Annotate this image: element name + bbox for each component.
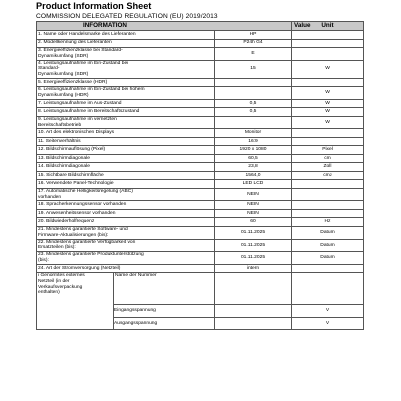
table-row [37, 129, 364, 138]
row-value: Monitor [215, 129, 292, 138]
row-value: NEIN [215, 209, 292, 218]
row-label: 20. Bildwiederholfrequenz [37, 218, 215, 227]
row-label: 24. Art der Stromversorgung (Netzteil) [37, 264, 215, 273]
row-value: E [215, 48, 292, 61]
row-unit [292, 180, 364, 189]
row-value: 01.11.2025 [215, 239, 292, 252]
table-row [37, 48, 364, 61]
row-value: 23,8 [215, 163, 292, 172]
row-value: 01.11.2025 [215, 252, 292, 265]
table-row [37, 226, 364, 239]
row-unit-text: W [325, 119, 330, 125]
table-row [37, 163, 364, 172]
row-value: NEIN [215, 201, 292, 210]
row-label: 2. Modellkennung des Lieferanten [37, 39, 215, 48]
row-unit-text: Pixel [322, 147, 333, 153]
row-unit [292, 31, 364, 40]
row-label: 15. Sichtbare Bildschirmfläche [37, 171, 215, 180]
row-value: 16:9 [215, 137, 292, 146]
row-unit-text: W [325, 66, 330, 72]
table-row [37, 116, 364, 129]
row-label: 5. Energieeffizienzklasse (HDR) [37, 78, 215, 87]
row-label: 6. Leistungsaufnahme im Ein-Zustand bei hohem Dynamikumfang (HDR) [37, 87, 215, 100]
row-label: 4. Leistungsaufnahme im Ein-Zustand bei Standard- Dynamikumfang (SDR) [37, 60, 215, 78]
row-label: 21. Mindestens garantierte Software- und Firmware-Aktualisierungen (bis): [37, 226, 215, 239]
table-row [37, 31, 364, 40]
psu-name-unit [292, 273, 364, 305]
row-value: 1564,0 [215, 171, 292, 180]
row-label: 16. Verwendete Panel-Technologie [37, 180, 215, 189]
row-unit-superscript: 2 [329, 172, 332, 177]
page-title: Product Information Sheet [36, 1, 152, 11]
table-row [37, 108, 364, 117]
row-label: 13. Bildschirmdiagonale [37, 154, 215, 163]
row-unit [292, 108, 364, 117]
row-unit [292, 154, 364, 163]
table-row [37, 171, 364, 180]
psu-label: i Genormtes externes Netzteil (in der Verkaufsverpackung enthalten) [37, 273, 114, 329]
row-unit [292, 146, 364, 155]
table-row [37, 209, 364, 218]
row-label: 9. Leistungsaufnahme im vernetzten Bereitschaftsbetrieb [37, 116, 215, 129]
row-label: 17. Automatische Helligkeitsregelung (ABC) vorhanden [37, 188, 215, 201]
row-label: 23. Mindestens garantierte Produktunterstützung (bis): [37, 252, 215, 265]
row-unit-text: Datum [320, 242, 335, 248]
row-label: 19. Anwesenheitssensor vorhanden [37, 209, 215, 218]
table-row [37, 188, 364, 201]
row-unit [292, 116, 364, 129]
row-unit-text: W [325, 90, 330, 96]
row-unit [292, 129, 364, 138]
row-unit [292, 188, 364, 201]
regulation-subtitle: COMMISSION DELEGATED REGULATION (EU) 2019/2013 [36, 13, 218, 20]
row-label: 22. Mindestens garantierte Verfügbarkeit von Ersatzteilen (bis): [37, 239, 215, 252]
row-value: 01.11.2025 [215, 226, 292, 239]
information-table [36, 21, 364, 330]
psu-sub-value [215, 305, 292, 318]
row-unit [292, 87, 364, 100]
psu-row [37, 273, 364, 305]
product-information-sheet [36, 0, 363, 330]
table-row [37, 99, 364, 108]
row-label: 7. Leistungsaufnahme im Aus-Zustand [37, 99, 215, 108]
row-unit [292, 137, 364, 146]
row-unit [292, 201, 364, 210]
table-row [37, 60, 364, 78]
psu-sub-unit: V [292, 305, 364, 318]
row-label: 3. Energieeffizienzklasse bei Standard- Dynamikumfang (SDR) [37, 48, 215, 61]
row-unit-text: Datum [320, 229, 335, 235]
row-value: intern [215, 264, 292, 273]
row-unit-text: cm [323, 172, 330, 178]
row-unit-text: Datum [320, 255, 335, 261]
row-label: 1. Name oder Handelsmarke des Lieferanten [37, 31, 215, 40]
row-unit [292, 264, 364, 273]
row-label: 18. Spracherkennungssensor vorhanden [37, 201, 215, 210]
psu-cell [37, 273, 215, 330]
psu-sub-labels [113, 304, 214, 330]
header-information-label: INFORMATION [83, 22, 127, 29]
table-row [37, 39, 364, 48]
row-unit-text: Zoll [323, 164, 332, 170]
row-label: 12. Bildschirmauflösung (Pixel) [37, 146, 215, 155]
header-unit: Unit [292, 22, 364, 31]
table-row [37, 252, 364, 265]
table-row [37, 154, 364, 163]
row-label: 10. Art des elektronischen Displays [37, 129, 215, 138]
table-row [37, 218, 364, 227]
row-value: P24h G4 [215, 39, 292, 48]
row-value: LED LCD [215, 180, 292, 189]
table-row [37, 201, 364, 210]
table-row [37, 264, 364, 273]
row-unit-text: cm [324, 155, 331, 161]
table-row [37, 78, 364, 87]
psu-name-value [215, 273, 292, 305]
psu-sub-value [215, 317, 292, 330]
row-value [215, 87, 292, 100]
row-value: 1920 x 1080 [215, 146, 292, 155]
table-header-row [37, 22, 364, 31]
row-unit [292, 78, 364, 87]
table-row [37, 87, 364, 100]
row-value: NEIN [215, 188, 292, 201]
row-label: 11. Seitenverhältnis [37, 137, 215, 146]
psu-sub-label: Ausgangsspannung [113, 317, 214, 330]
row-unit [292, 226, 364, 239]
row-value: HP [215, 31, 292, 40]
row-unit-text: W [325, 100, 330, 106]
row-unit [292, 163, 364, 172]
row-unit-text: Hz [324, 219, 331, 225]
row-value: 0,5 [215, 108, 292, 117]
row-unit [292, 218, 364, 227]
psu-sub-label: Eingangsspannung [113, 304, 214, 317]
row-unit [292, 39, 364, 48]
row-unit [292, 171, 364, 180]
row-unit [292, 60, 364, 78]
row-unit [292, 99, 364, 108]
row-unit [292, 209, 364, 218]
header-information: INFORMATION Value [37, 22, 292, 31]
row-value: 60,5 [215, 154, 292, 163]
table-row [37, 180, 364, 189]
row-unit [292, 239, 364, 252]
row-value: 60 [215, 218, 292, 227]
psu-name-label: Name der Nummer [115, 273, 157, 279]
table-row [37, 239, 364, 252]
table-row [37, 137, 364, 146]
row-unit [292, 252, 364, 265]
row-unit-text: W [325, 109, 330, 115]
row-value [215, 78, 292, 87]
row-value [215, 116, 292, 129]
row-label: 14. Bildschirmdiagonale [37, 163, 215, 172]
table-row [37, 146, 364, 155]
row-unit [292, 48, 364, 61]
psu-sub-unit: V [292, 317, 364, 330]
row-value: 0,5 [215, 99, 292, 108]
row-label: 8. Leistungsaufnahme im Bereitschaftszustand [37, 108, 215, 117]
row-value: 15 [215, 60, 292, 78]
